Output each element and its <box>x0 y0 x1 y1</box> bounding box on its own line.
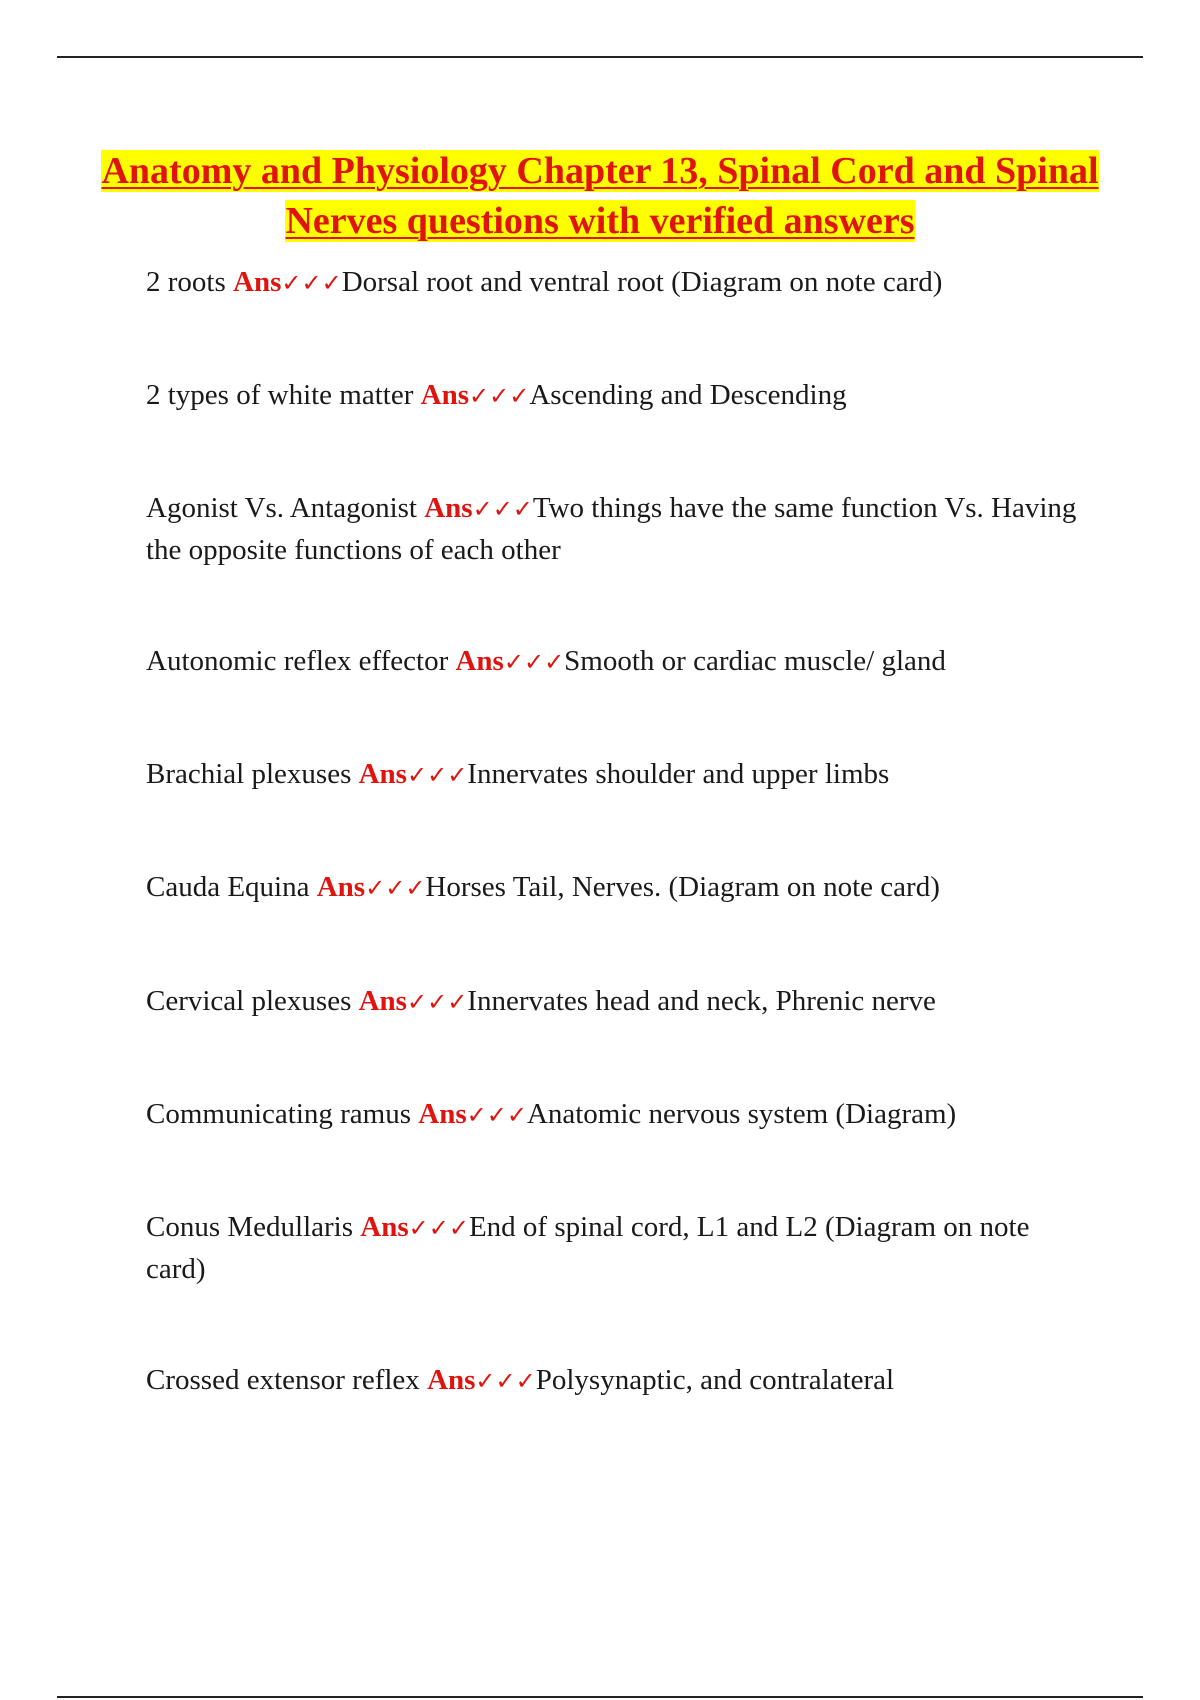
question: Autonomic reflex effector <box>146 645 449 677</box>
question: 2 roots <box>146 266 226 298</box>
document-title <box>100 146 1100 246</box>
answer: Anatomic nervous system (Diagram) <box>526 1098 957 1130</box>
qa-item-9 <box>146 1360 1086 1402</box>
header-rule <box>57 56 1143 58</box>
check-marks-icon: ✓✓✓ <box>408 1214 469 1242</box>
answer-marker: Ans <box>455 645 504 677</box>
answer-marker: Ans <box>316 871 366 903</box>
answer: Innervates head and neck, Phrenic nerve <box>467 985 936 1017</box>
question: Crossed extensor reflex <box>146 1364 420 1396</box>
answer: Innervates shoulder and upper limbs <box>467 758 890 790</box>
check-marks-icon: ✓✓✓ <box>472 495 533 523</box>
answer-marker: Ans <box>233 266 282 298</box>
answer-marker: Ans <box>358 985 407 1017</box>
check-marks-icon: ✓✓✓ <box>503 648 565 676</box>
question: Cauda Equina <box>146 871 310 903</box>
check-marks-icon: ✓✓✓ <box>365 874 426 902</box>
question: Communicating ramus <box>146 1098 411 1130</box>
check-marks-icon: ✓✓✓ <box>466 1101 527 1129</box>
answer: Two things have the same function Vs. Having the opposite functions of each other <box>146 492 1077 566</box>
answer-marker: Ans <box>358 758 407 790</box>
check-marks-icon: ✓✓✓ <box>406 988 468 1016</box>
check-marks-icon: ✓✓✓ <box>468 382 530 410</box>
answer: Horses Tail, Nerves. (Diagram on note card) <box>425 871 940 903</box>
question: 2 types of white matter <box>146 379 414 411</box>
qa-item-3 <box>146 641 1086 683</box>
answer-marker: Ans <box>418 1098 467 1130</box>
answer: Dorsal root and ventral root (Diagram on note card) <box>341 266 943 298</box>
answer: End of spinal cord, L1 and L2 (Diagram on note card) <box>146 1211 1030 1285</box>
question: Brachial plexuses <box>146 758 352 790</box>
document-title-text: Anatomy and Physiology Chapter 13, Spinal Cord and Spinal Nerves questions with verified answers <box>101 150 1099 242</box>
check-marks-icon: ✓✓✓ <box>281 269 342 297</box>
qa-item-0 <box>146 262 1086 304</box>
answer: Ascending and Descending <box>529 379 847 411</box>
question: Agonist Vs. Antagonist <box>146 492 417 524</box>
qa-item-4 <box>146 754 1086 796</box>
question: Cervical plexuses <box>146 985 352 1017</box>
qa-item-6 <box>146 981 1086 1023</box>
qa-item-1 <box>146 375 1086 417</box>
answer-marker: Ans <box>424 492 473 524</box>
answer: Polysynaptic, and contralateral <box>535 1364 895 1396</box>
qa-item-7 <box>146 1094 1086 1136</box>
footer-rule <box>57 1696 1143 1698</box>
qa-item-2 <box>146 488 1086 571</box>
answer-marker: Ans <box>427 1364 476 1396</box>
answer-marker: Ans <box>420 379 469 411</box>
qa-item-5 <box>146 867 1086 909</box>
check-marks-icon: ✓✓✓ <box>406 761 468 789</box>
answer: Smooth or cardiac muscle/ gland <box>564 645 946 677</box>
question: Conus Medullaris <box>146 1211 354 1243</box>
check-marks-icon: ✓✓✓ <box>475 1367 536 1395</box>
answer-marker: Ans <box>360 1211 409 1243</box>
qa-item-8 <box>146 1207 1086 1290</box>
